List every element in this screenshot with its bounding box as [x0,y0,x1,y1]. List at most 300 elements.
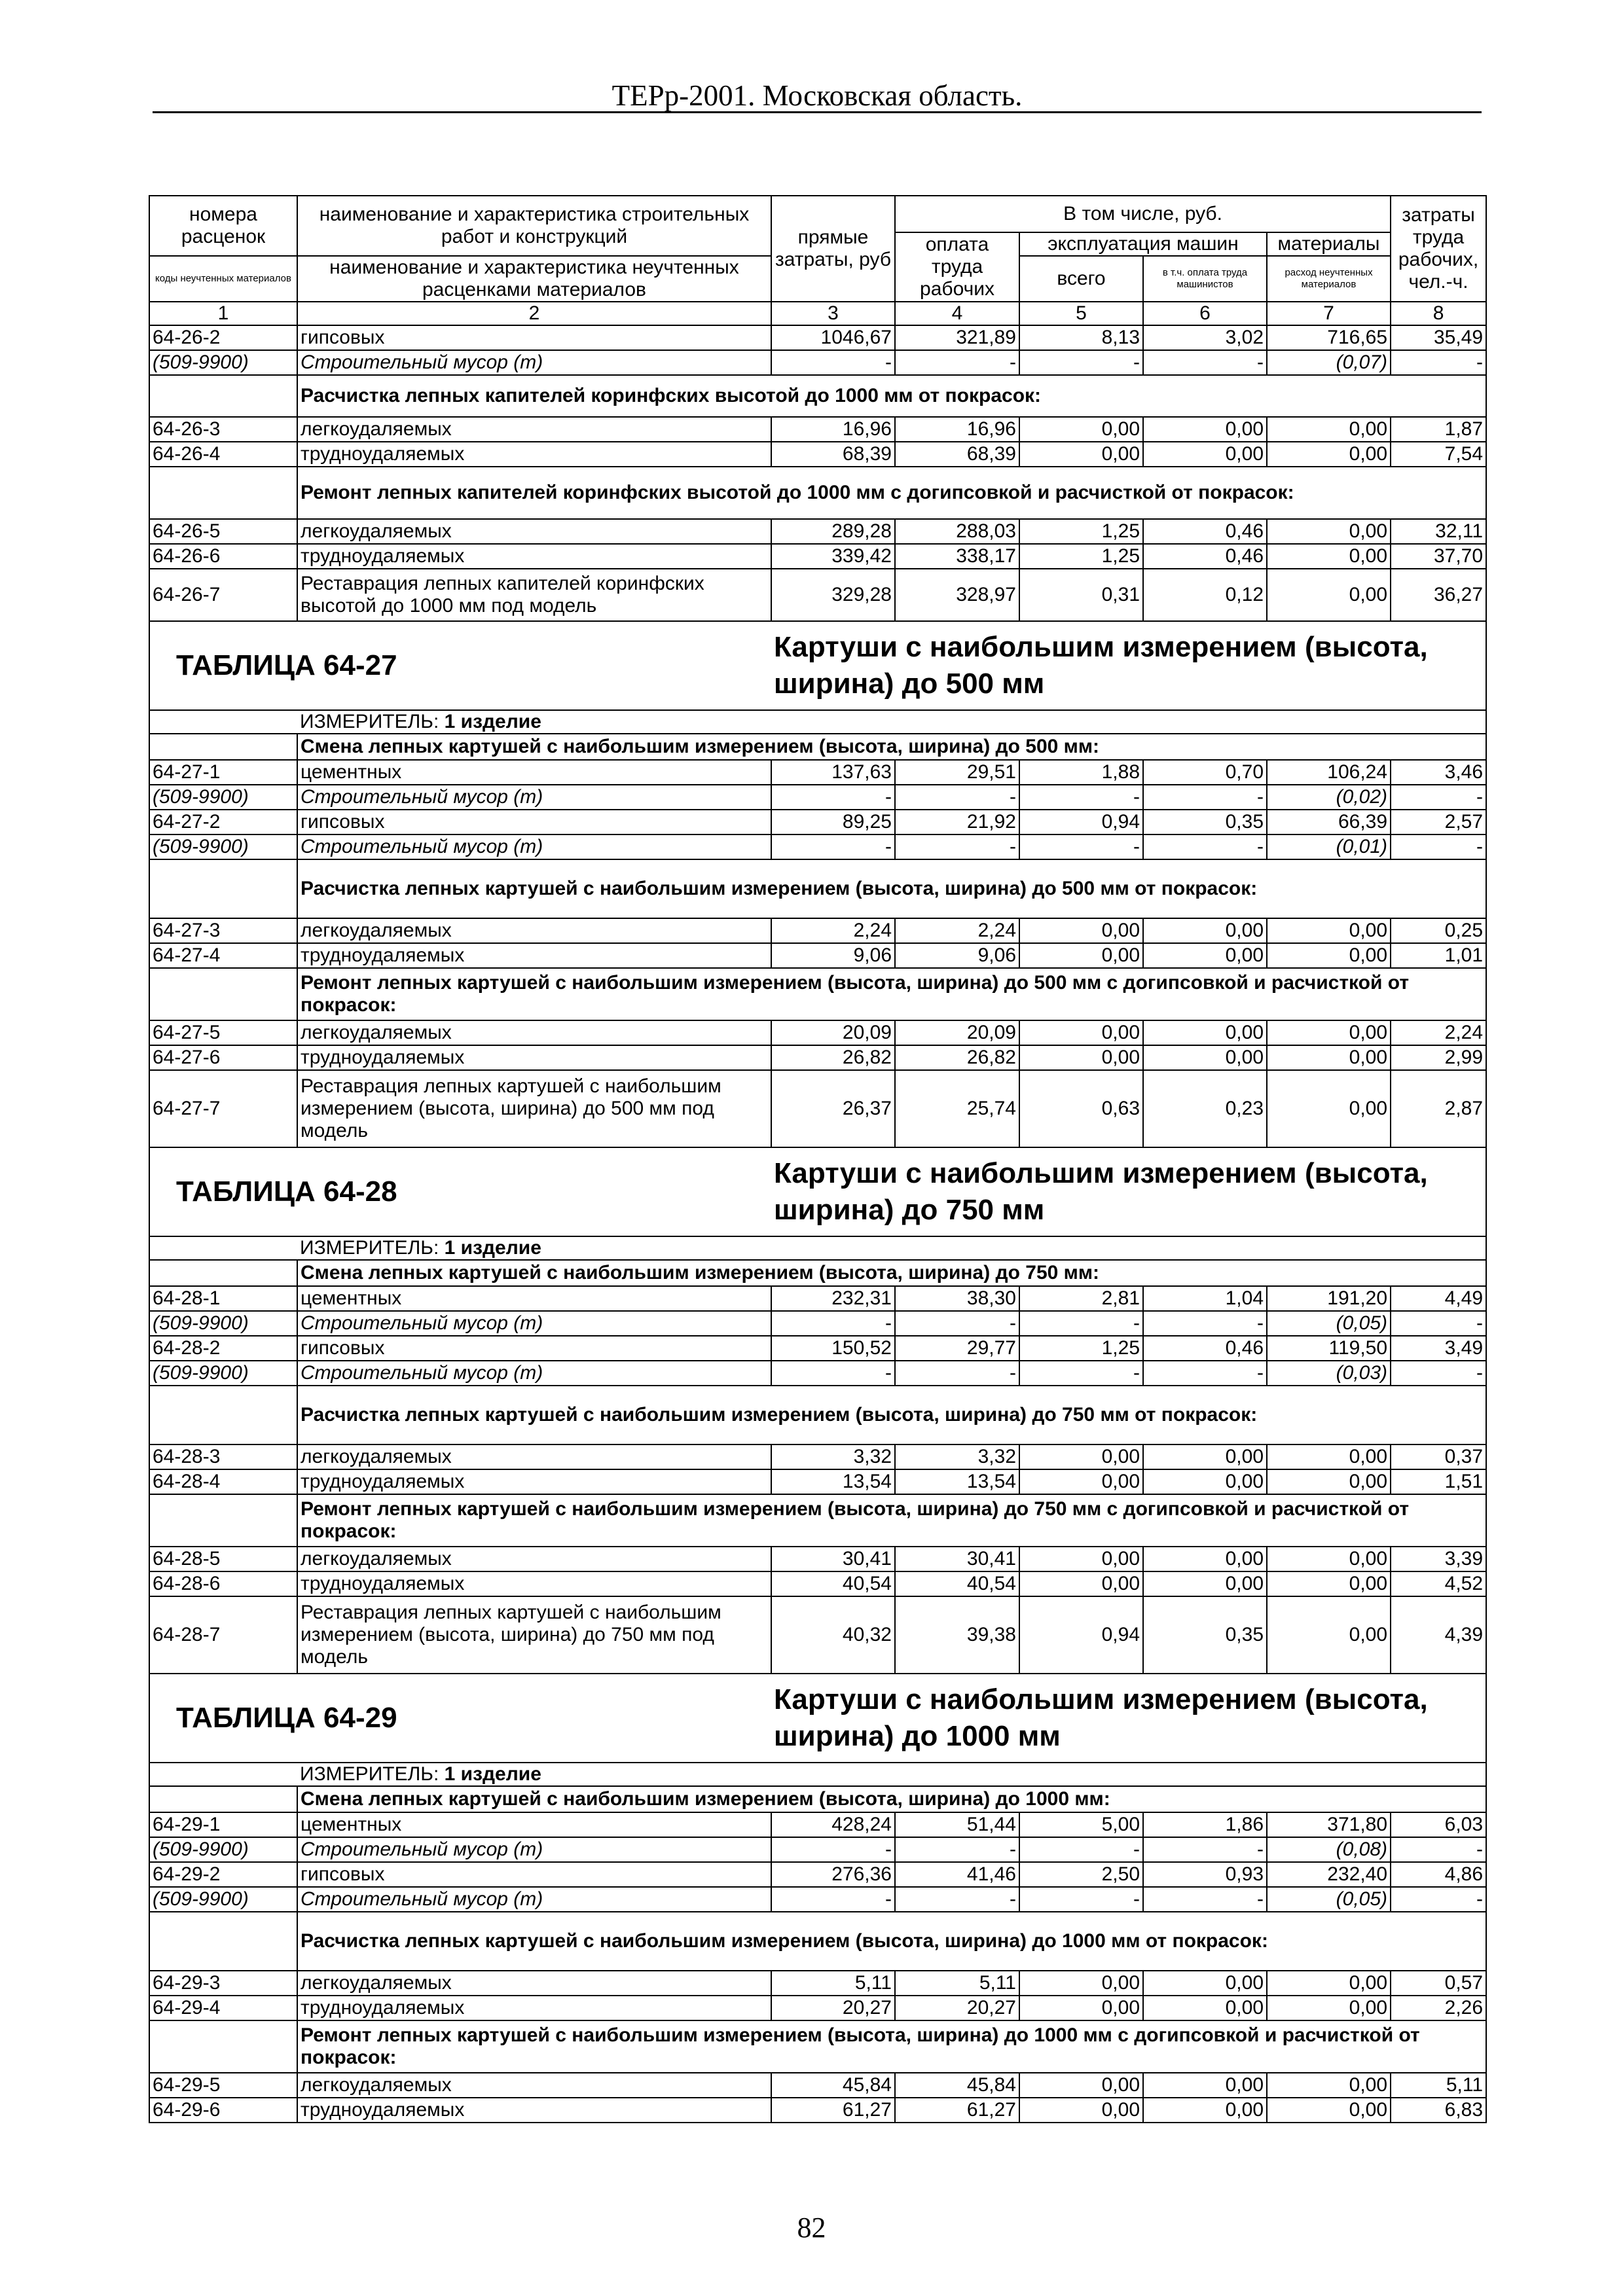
rate-value: - [1019,350,1143,375]
rate-value: 4,86 [1391,1862,1486,1887]
rate-row [149,1571,1486,1596]
rate-value: 2,50 [1019,1862,1143,1887]
rate-row [149,1020,1486,1045]
rate-name: трудноудаляемых [297,1571,771,1596]
rate-value: - [771,1837,895,1862]
rate-value: 2,57 [1391,810,1486,834]
col-num: 2 [297,302,771,325]
rate-value: - [771,1311,895,1336]
rate-code: 64-27-5 [149,1020,297,1045]
rate-row [149,1596,1486,1674]
section-title: Ремонт лепных картушей с наибольшим измерением (высота, ширина) до 750 мм с догипсовкой и расчисткой от покрасок: [297,1494,1486,1547]
rate-value: 37,70 [1391,544,1486,569]
rate-value: 30,41 [895,1547,1019,1571]
section-title-row [149,1912,1486,1971]
section-title: Ремонт лепных картушей с наибольшим измерением (высота, ширина) до 500 мм с догипсовкой и расчисткой от покрасок: [297,968,1486,1020]
rate-value: 21,92 [895,810,1019,834]
col-num: 8 [1391,302,1486,325]
rate-row [149,544,1486,569]
col-machines-header: эксплуатация машин [1019,232,1267,256]
section-title: Смена лепных картушей с наибольшим измерением (высота, ширина) до 750 мм: [297,1260,1486,1286]
rate-value: 16,96 [895,417,1019,442]
rate-value: 5,11 [771,1971,895,1996]
rate-value: - [1143,1311,1267,1336]
rate-row [149,1996,1486,2020]
rate-code: (509-9900) [149,1837,297,1862]
rate-row [149,810,1486,834]
rate-value: 0,00 [1019,2098,1143,2123]
rate-name: цементных [297,1286,771,1311]
meter-row [149,710,1486,734]
rate-value: 45,84 [771,2073,895,2098]
section-title-row [149,2020,1486,2073]
rate-name: Строительный мусор (т) [297,1837,771,1862]
rate-value: 0,00 [1143,2073,1267,2098]
rate-row [149,2073,1486,2098]
rate-value: 8,13 [1019,325,1143,350]
rate-row [149,1045,1486,1070]
rate-code: 64-28-4 [149,1469,297,1494]
section-title-row [149,859,1486,918]
rate-code: 64-27-7 [149,1070,297,1147]
rate-value: 3,02 [1143,325,1267,350]
rate-name: Строительный мусор (т) [297,785,771,810]
rate-value: 232,31 [771,1286,895,1311]
rate-code: 64-27-4 [149,943,297,968]
rate-value: 0,37 [1391,1444,1486,1469]
rate-value: - [1143,350,1267,375]
rate-code: 64-26-5 [149,519,297,544]
rate-code: 64-29-3 [149,1971,297,1996]
rate-value: - [1019,1887,1143,1912]
rate-value: 0,00 [1267,1045,1391,1070]
rate-row [149,519,1486,544]
rate-value: 0,35 [1143,1596,1267,1674]
rate-value: 4,49 [1391,1286,1486,1311]
rate-value: 0,00 [1267,519,1391,544]
rate-value: - [1143,834,1267,859]
material-row [149,834,1486,859]
col-num: 1 [149,302,297,325]
material-row [149,1837,1486,1862]
rate-value: 13,54 [771,1469,895,1494]
rate-name: гипсовых [297,810,771,834]
col-num: 7 [1267,302,1391,325]
rate-value: 3,46 [1391,760,1486,785]
rate-value: 329,28 [771,569,895,621]
rate-value: (0,05) [1267,1311,1391,1336]
rate-value: - [1143,785,1267,810]
rate-value: - [771,1361,895,1386]
table-title: ТАБЛИЦА 64-27 [149,621,771,710]
rate-name: легкоудаляемых [297,918,771,943]
rate-value: 328,97 [895,569,1019,621]
rate-value: 0,57 [1391,1971,1486,1996]
section-title-row [149,968,1486,1020]
section-title: Ремонт лепных картушей с наибольшим измерением (высота, ширина) до 1000 мм с догипсовкой и расчисткой от покрасок: [297,2020,1486,2073]
rate-value: 40,54 [895,1571,1019,1596]
rate-value: 2,81 [1019,1286,1143,1311]
rate-value: - [895,1837,1019,1862]
rate-value: 0,25 [1391,918,1486,943]
rate-code: 64-29-4 [149,1996,297,2020]
meter-blank [149,1236,297,1260]
rate-value: 0,00 [1019,1045,1143,1070]
rate-value: 0,70 [1143,760,1267,785]
rate-value: 321,89 [895,325,1019,350]
rate-value: - [1391,1311,1486,1336]
rate-value: 0,00 [1143,1444,1267,1469]
col-mat-sub-header: расход неучтенных материалов [1267,256,1391,302]
rate-name: легкоудаляемых [297,1444,771,1469]
rate-value: 20,27 [771,1996,895,2020]
rate-code: 64-28-5 [149,1547,297,1571]
section-code-blank [149,2020,297,2073]
rate-code: 64-29-6 [149,2098,297,2123]
rate-name: Реставрация лепных картушей с наибольшим измерением (высота, ширина) до 500 мм под модель [297,1070,771,1147]
col-pay-header: оплата труда рабочих [895,232,1019,302]
rate-row [149,442,1486,467]
rate-value: - [771,785,895,810]
rate-value: 0,00 [1019,2073,1143,2098]
rate-value: 26,82 [895,1045,1019,1070]
meter [297,1763,1486,1786]
rate-value: 0,00 [1143,1996,1267,2020]
rate-value: 2,24 [771,918,895,943]
rate-value: 32,11 [1391,519,1486,544]
rate-row [149,2098,1486,2123]
page-number: 82 [797,2212,826,2244]
rate-name: легкоудаляемых [297,519,771,544]
rate-value: 1,51 [1391,1469,1486,1494]
meter [297,710,1486,734]
rate-value: 0,00 [1267,1971,1391,1996]
rate-code: (509-9900) [149,1311,297,1336]
rate-value: 0,00 [1267,1469,1391,1494]
rate-value: 716,65 [1267,325,1391,350]
section-title: Расчистка лепных картушей с наибольшим измерением (высота, ширина) до 1000 мм от покрасок: [297,1912,1486,1971]
section-code-blank [149,467,297,519]
rate-name: трудноудаляемых [297,1996,771,2020]
rate-value: 0,00 [1143,1045,1267,1070]
section-code-blank [149,968,297,1020]
meter-row [149,1236,1486,1260]
rate-value: 0,63 [1019,1070,1143,1147]
rate-value: 1,04 [1143,1286,1267,1311]
rate-value: 0,12 [1143,569,1267,621]
section-title: Расчистка лепных капителей коринфских высотой до 1000 мм от покрасок: [297,375,1486,417]
rate-value: 29,51 [895,760,1019,785]
material-row [149,785,1486,810]
rate-value: 2,99 [1391,1045,1486,1070]
col-group-header: В том числе, руб. [895,196,1391,232]
rate-code: (509-9900) [149,834,297,859]
rate-name: гипсовых [297,1862,771,1887]
rate-value: 7,54 [1391,442,1486,467]
material-row [149,1887,1486,1912]
rate-value: 289,28 [771,519,895,544]
rate-value: - [1019,1361,1143,1386]
section-title-row [149,734,1486,760]
rate-value: 20,09 [771,1020,895,1045]
rate-name: гипсовых [297,325,771,350]
rate-name: гипсовых [297,1336,771,1361]
section-code-blank [149,734,297,760]
rate-name: трудноудаляемых [297,2098,771,2123]
rate-value: 137,63 [771,760,895,785]
rate-row [149,918,1486,943]
rate-value: 26,82 [771,1045,895,1070]
rate-value: 191,20 [1267,1286,1391,1311]
rate-value: 1,25 [1019,1336,1143,1361]
rate-value: 232,40 [1267,1862,1391,1887]
rate-value: 1046,67 [771,325,895,350]
rate-name: трудноудаляемых [297,943,771,968]
rate-code: (509-9900) [149,1887,297,1912]
col-num: 4 [895,302,1019,325]
rate-name: легкоудаляемых [297,2073,771,2098]
rate-value: - [1391,350,1486,375]
col-labor-header: затраты труда рабочих, чел.-ч. [1391,196,1486,302]
table-heading-row [149,1147,1486,1236]
rate-value: 0,00 [1143,1020,1267,1045]
rate-code: 64-26-4 [149,442,297,467]
col-num: 3 [771,302,895,325]
rate-value: 339,42 [771,544,895,569]
rate-code: 64-28-7 [149,1596,297,1674]
rate-code: (509-9900) [149,1361,297,1386]
rate-value: 30,41 [771,1547,895,1571]
rate-value: 0,00 [1267,1070,1391,1147]
meter-label: ИЗМЕРИТЕЛЬ: [300,1763,445,1785]
section-title: Расчистка лепных картушей с наибольшим измерением (высота, ширина) до 750 мм от покрасок: [297,1386,1486,1444]
rate-value: 16,96 [771,417,895,442]
rate-value: (0,05) [1267,1887,1391,1912]
rate-value: 3,32 [895,1444,1019,1469]
rate-value: 0,00 [1267,1596,1391,1674]
rate-value: 39,38 [895,1596,1019,1674]
rate-name: Строительный мусор (т) [297,834,771,859]
col-num: 6 [1143,302,1267,325]
rate-value: 119,50 [1267,1336,1391,1361]
rate-value: 0,00 [1267,569,1391,621]
rate-value: 0,00 [1143,2098,1267,2123]
rate-value: 0,00 [1143,918,1267,943]
section-code-blank [149,859,297,918]
rate-value: - [895,834,1019,859]
rate-value: - [1143,1887,1267,1912]
rate-value: 0,35 [1143,810,1267,834]
rate-value: 0,00 [1143,1547,1267,1571]
rate-value: - [1019,785,1143,810]
rate-value: 89,25 [771,810,895,834]
rate-value: 20,27 [895,1996,1019,2020]
rate-value: 0,31 [1019,569,1143,621]
section-title: Расчистка лепных картушей с наибольшим измерением (высота, ширина) до 500 мм от покрасок: [297,859,1486,918]
material-row [149,1311,1486,1336]
col-mach-pay-header: в т.ч. оплата труда машинистов [1143,256,1267,302]
section-code-blank [149,1260,297,1286]
rate-value: 0,00 [1019,417,1143,442]
rate-code: 64-26-7 [149,569,297,621]
rate-row [149,1469,1486,1494]
rate-value: 0,00 [1019,943,1143,968]
rate-value: 2,24 [1391,1020,1486,1045]
rate-value: 1,88 [1019,760,1143,785]
table-description: Картуши с наибольшим измерением (высота, ширина) до 1000 мм [771,1674,1486,1763]
rate-value: - [771,834,895,859]
section-title: Смена лепных картушей с наибольшим измерением (высота, ширина) до 500 мм: [297,734,1486,760]
rate-code: 64-27-6 [149,1045,297,1070]
rate-value: 9,06 [771,943,895,968]
rate-value: 0,00 [1019,1020,1143,1045]
rate-value: - [1391,1887,1486,1912]
rate-value: 0,00 [1143,1469,1267,1494]
rate-value: 0,94 [1019,810,1143,834]
meter-row [149,1763,1486,1786]
rate-value: 1,25 [1019,519,1143,544]
rate-row [149,569,1486,621]
rate-value: 38,30 [895,1286,1019,1311]
section-code-blank [149,375,297,417]
rate-value: 40,32 [771,1596,895,1674]
rate-row [149,417,1486,442]
rate-code: 64-26-6 [149,544,297,569]
section-code-blank [149,1494,297,1547]
rate-value: 0,00 [1267,943,1391,968]
col-materials-header: материалы [1267,232,1391,256]
section-title-row [149,467,1486,519]
meter-value: 1 изделие [444,711,541,732]
meter-label: ИЗМЕРИТЕЛЬ: [300,711,445,732]
col-code-header: номера расценок [149,196,297,256]
rate-code: 64-28-6 [149,1571,297,1596]
rate-value: 0,00 [1267,417,1391,442]
rate-value: 41,46 [895,1862,1019,1887]
header-rule [153,111,1482,113]
rate-value: 0,00 [1019,442,1143,467]
rate-code: 64-29-1 [149,1812,297,1837]
table-description: Картуши с наибольшим измерением (высота, ширина) до 500 мм [771,621,1486,710]
rate-name: трудноудаляемых [297,442,771,467]
rate-code: 64-26-2 [149,325,297,350]
rate-value: 276,36 [771,1862,895,1887]
rate-value: - [1019,834,1143,859]
rate-code: 64-27-3 [149,918,297,943]
rate-code: (509-9900) [149,785,297,810]
rate-value: 0,00 [1019,1444,1143,1469]
table-description: Картуши с наибольшим измерением (высота, ширина) до 750 мм [771,1147,1486,1236]
rate-code: 64-29-2 [149,1862,297,1887]
rate-value: 0,00 [1019,1996,1143,2020]
rate-value: 0,00 [1019,1469,1143,1494]
rate-value: 20,09 [895,1020,1019,1045]
rate-value: 45,84 [895,2073,1019,2098]
rate-name: трудноудаляемых [297,544,771,569]
section-code-blank [149,1386,297,1444]
rate-code: (509-9900) [149,350,297,375]
rate-row [149,1862,1486,1887]
rate-value: - [1391,1837,1486,1862]
rate-value: 66,39 [1267,810,1391,834]
rate-name: цементных [297,760,771,785]
meter-blank [149,1763,297,1786]
rate-value: 36,27 [1391,569,1486,621]
rate-value: 1,87 [1391,417,1486,442]
rate-value: - [1019,1837,1143,1862]
rate-value: 0,00 [1267,1996,1391,2020]
table-heading-row [149,1674,1486,1763]
rate-value: 428,24 [771,1812,895,1837]
rate-value: - [1391,785,1486,810]
rate-name: Строительный мусор (т) [297,350,771,375]
rate-value: 61,27 [771,2098,895,2123]
rate-value: 0,00 [1143,943,1267,968]
rate-row [149,1971,1486,1996]
rate-value: - [1143,1361,1267,1386]
rate-row [149,1444,1486,1469]
rate-value: 40,54 [771,1571,895,1596]
rate-value: 3,32 [771,1444,895,1469]
meter [297,1236,1486,1260]
rate-value: - [895,785,1019,810]
rate-name: Строительный мусор (т) [297,1311,771,1336]
rate-value: 2,26 [1391,1996,1486,2020]
rate-row [149,1812,1486,1837]
rate-row [149,1070,1486,1147]
section-title-row [149,1260,1486,1286]
material-row [149,350,1486,375]
rate-row [149,1336,1486,1361]
rate-value: - [1143,1837,1267,1862]
col-matcode-header: коды неучтенных материалов [149,256,297,302]
rate-row [149,760,1486,785]
page-header: ТЕРр-2001. Московская область. [611,79,1023,112]
rate-value: 4,39 [1391,1596,1486,1674]
meter-value: 1 изделие [444,1763,541,1785]
rate-code: 64-28-2 [149,1336,297,1361]
rate-value: 1,86 [1143,1812,1267,1837]
rate-code: 64-27-2 [149,810,297,834]
rate-code: 64-28-3 [149,1444,297,1469]
rate-value: 0,00 [1267,918,1391,943]
col-num: 5 [1019,302,1143,325]
rate-value: (0,02) [1267,785,1391,810]
section-title: Ремонт лепных капителей коринфских высотой до 1000 мм с догипсовкой и расчисткой от покрасок: [297,467,1486,519]
rate-value: 150,52 [771,1336,895,1361]
rate-value: 371,80 [1267,1812,1391,1837]
section-code-blank [149,1912,297,1971]
rate-value: 0,00 [1143,417,1267,442]
rate-value: 0,00 [1267,1444,1391,1469]
meter-value: 1 изделие [444,1237,541,1259]
rate-value: - [771,350,895,375]
rate-value: (0,01) [1267,834,1391,859]
rate-name: легкоудаляемых [297,1020,771,1045]
meter-label: ИЗМЕРИТЕЛЬ: [300,1237,445,1259]
rate-value: 106,24 [1267,760,1391,785]
rate-code: 64-28-1 [149,1286,297,1311]
rate-name: легкоудаляемых [297,1971,771,1996]
rate-row [149,943,1486,968]
rate-value: 26,37 [771,1070,895,1147]
rate-value: 0,00 [1267,442,1391,467]
table-title: ТАБЛИЦА 64-28 [149,1147,771,1236]
rate-value: 5,11 [895,1971,1019,1996]
rate-value: 0,93 [1143,1862,1267,1887]
rate-value: 0,00 [1267,2073,1391,2098]
rate-value: 0,00 [1143,1571,1267,1596]
